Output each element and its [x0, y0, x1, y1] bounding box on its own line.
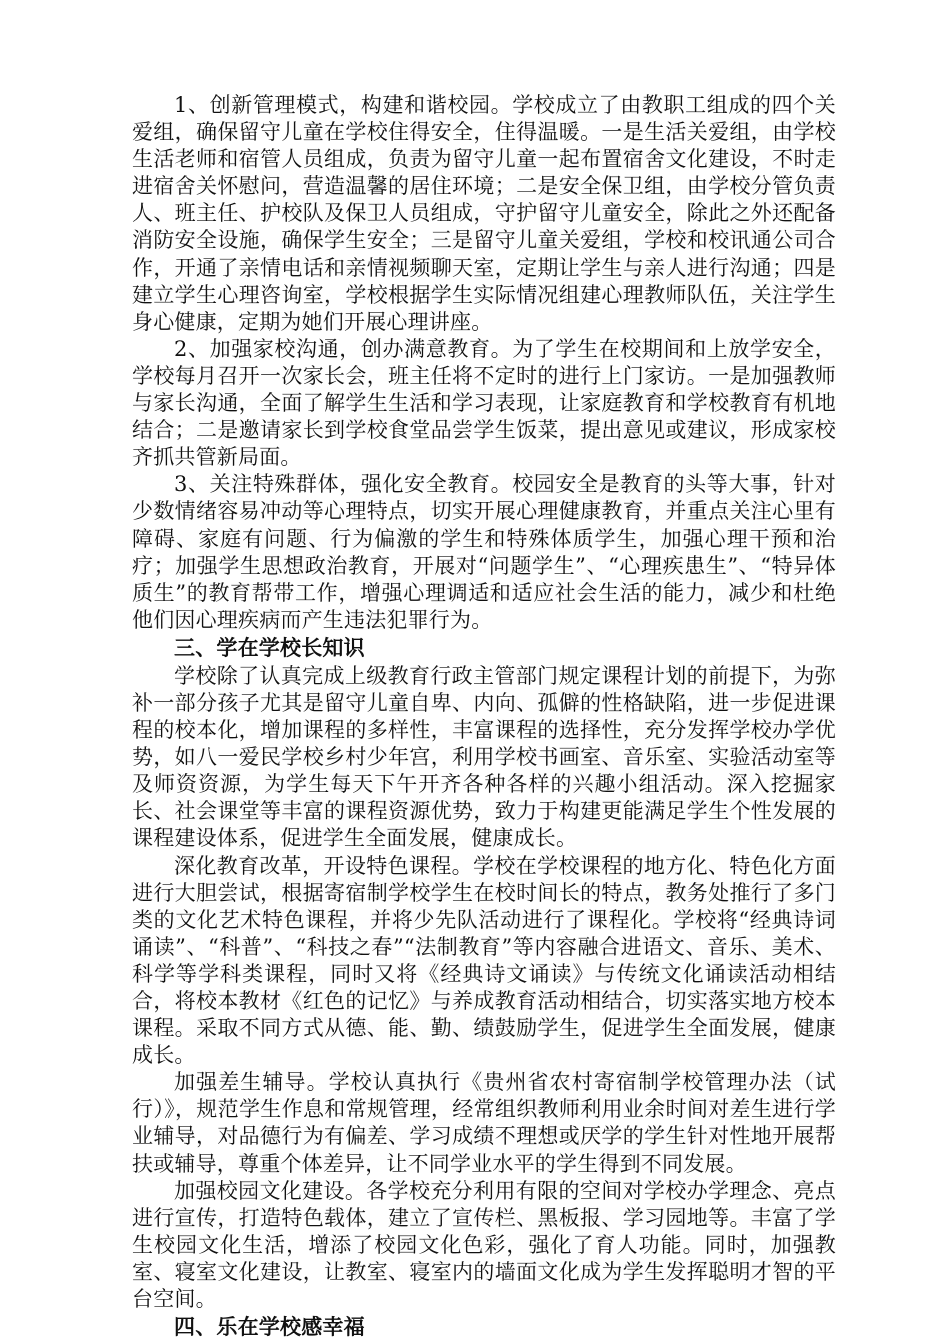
paragraph-special-groups: 3、关注特殊群体，强化安全教育。校园安全是教育的头等大事，针对少数情绪容易冲动等心理特点，切实开展心理健康教育，并重点关注心里有障碍、家庭有问题、行为偏激的学生和特殊体质学生，加强心理干预和治疗；加强学生思想政治教育，开展对“问题学生”、“心理疾患生”、“特异体质生”的教育帮带工作，增强心理调适和适应社会生活的能力，减少和杜绝他们因心理疾病而产生违法犯罪行为。	[132, 472, 836, 632]
document-page	[132, 92, 836, 1342]
paragraph-curriculum: 学校除了认真完成上级教育行政主管部门规定课程计划的前提下，为弥补一部分孩子尤其是留守儿童自卑、内向、孤僻的性格缺陷，进一步促进课程的校本化，增加课程的多样性，丰富课程的选择性，充分发挥学校办学优势，如八一爱民学校乡村少年宫，利用学校书画室、音乐室、实验活动室等及师资资源，为学生每天下午开齐各种各样的兴趣小组活动。深入挖掘家长、社会课堂等丰富的课程资源优势，致力于构建更能满足学生个性发展的课程建设体系，促进学生全面发展，健康成长。	[132, 663, 836, 851]
paragraph-home-school: 2、加强家校沟通，创办满意教育。为了学生在校期间和上放学安全，学校每月召开一次家长会，班主任将不定时的进行上门家访。一是加强教师与家长沟通，全面了解学生生活和学习表现，让家庭教育和学校教育有机地结合；二是邀请家长到学校食堂品尝学生饭菜，提出意见或建议，形成家校齐抓共管新局面。	[132, 336, 836, 470]
paragraph-care-groups: 1、创新管理模式，构建和谐校园。学校成立了由教职工组成的四个关爱组，确保留守儿童在学校住得安全，住得温暖。一是生活关爱组，由学校生活老师和宿管人员组成，负责为留守儿童一起布置宿舍文化建设，不时走进宿舍关怀慰问，营造温馨的居住环境；二是安全保卫组，由学校分管负责人、班主任、护校队及保卫人员组成，守护留守儿童安全，除此之外还配备消防安全设施，确保学生安全；三是留守儿童关爱组，学校和校讯通公司合作，开通了亲情电话和亲情视频聊天室，定期让学生与亲人进行沟通；四是建立学生心理咨询室，学校根据学生实际情况组建心理教师队伍，关注学生身心健康，定期为她们开展心理讲座。	[132, 93, 836, 334]
section-heading-3: 三、学在学校长知识	[174, 635, 365, 660]
paragraph-tutoring: 加强差生辅导。学校认真执行《贵州省农村寄宿制学校管理办法（试行）》，规范学生作息和常规管理，经常组织教师利用业余时间对差生进行学业辅导，对品德行为有偏差、学习成绩不理想或厌学的学生针对性地开展帮扶或辅导，尊重个体差异，让不同学业水平的学生得到不同发展。	[132, 1070, 836, 1176]
section-heading-4: 四、乐在学校感幸福	[174, 1315, 365, 1340]
paragraph-campus-culture: 加强校园文化建设。各学校充分利用有限的空间对学校办学理念、亮点进行宣传，打造特色载体，建立了宣传栏、黑板报、学习园地等。丰富了学生校园文化生活，增添了校园文化色彩，强化了育人功能。同时，加强教室、寝室文化建设，让教室、寝室内的墙面文化成为学生发挥聪明才智的平台空间。	[132, 1178, 836, 1312]
paragraph-education-reform: 深化教育改革，开设特色课程。学校在学校课程的地方化、特色化方面进行大胆尝试，根据寄宿制学校学生在校时间长的特点，教务处推行了多门类的文化艺术特色课程，并将少先队活动进行了课程化。学校将“经典诗词诵读”、“科普”、“科技之春”“法制教育”等内容融合进语文、音乐、美术、科学等学科类课程，同时又将《经典诗文诵读》与传统文化诵读活动相结合，将校本教材《红色的记忆》与养成教育活动相结合，切实落实地方校本课程。采取不同方式从德、能、勤、绩鼓励学生，促进学生全面发展，健康成长。	[132, 853, 836, 1068]
